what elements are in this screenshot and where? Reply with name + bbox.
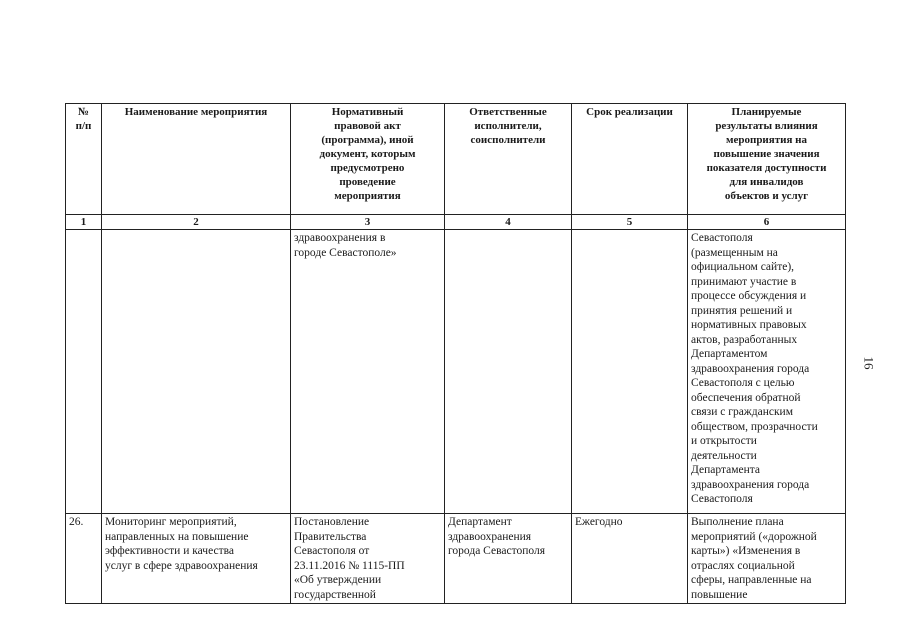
planned-results-cell: Выполнение плана мероприятий («дорожной карты») «Изменения в отраслях социальной сферы, направленные на повышение <box>688 514 846 604</box>
column-number-row <box>66 215 846 230</box>
executors-cell <box>445 230 572 514</box>
header-row <box>66 104 846 215</box>
page-number: 16 <box>861 356 877 370</box>
executors-cell: Департамент здравоохранения города Севастополя <box>445 514 572 604</box>
table-row <box>66 514 846 604</box>
planned-results-cell: Севастополя (размещенным на официальном сайте), принимают участие в процессе обсуждения и принятия решений и нормативных правовых актов, разработанных Департаментом здравоохранения города Севастополя с целью обеспечения обратной связи с гражданским обществом, прозрачности и открытости деятельности Департамента здравоохранения города Севастополя <box>688 230 846 514</box>
header-executors: Ответственные исполнители, соисполнители <box>445 104 572 215</box>
header-legal-act: Нормативный правовой акт (программа), иной документ, которым предусмотрено проведение мероприятия <box>291 104 445 215</box>
row-number <box>66 230 102 514</box>
measure-name-cell: Мониторинг мероприятий, направленных на повышение эффективности и качества услуг в сфере здравоохранения <box>102 514 291 604</box>
legal-act-cell: Постановление Правительства Севастополя от 23.11.2016 № 1115-ПП «Об утверждении государственной <box>291 514 445 604</box>
column-number: 3 <box>291 215 445 230</box>
row-number: 26. <box>66 514 102 604</box>
column-number: 4 <box>445 215 572 230</box>
deadline-cell <box>572 230 688 514</box>
measure-name-cell <box>102 230 291 514</box>
header-measure-name: Наименование мероприятия <box>102 104 291 215</box>
column-number: 5 <box>572 215 688 230</box>
legal-act-cell: здравоохранения в городе Севастополе» <box>291 230 445 514</box>
header-deadline: Срок реализации <box>572 104 688 215</box>
column-number: 1 <box>66 215 102 230</box>
column-number: 6 <box>688 215 846 230</box>
deadline-cell: Ежегодно <box>572 514 688 604</box>
measures-table <box>65 103 846 604</box>
header-number: № п/п <box>66 104 102 215</box>
column-number: 2 <box>102 215 291 230</box>
table-row <box>66 230 846 514</box>
header-planned-results: Планируемые результаты влияния мероприятия на повышение значения показателя доступности для инвалидов объектов и услуг <box>688 104 846 215</box>
